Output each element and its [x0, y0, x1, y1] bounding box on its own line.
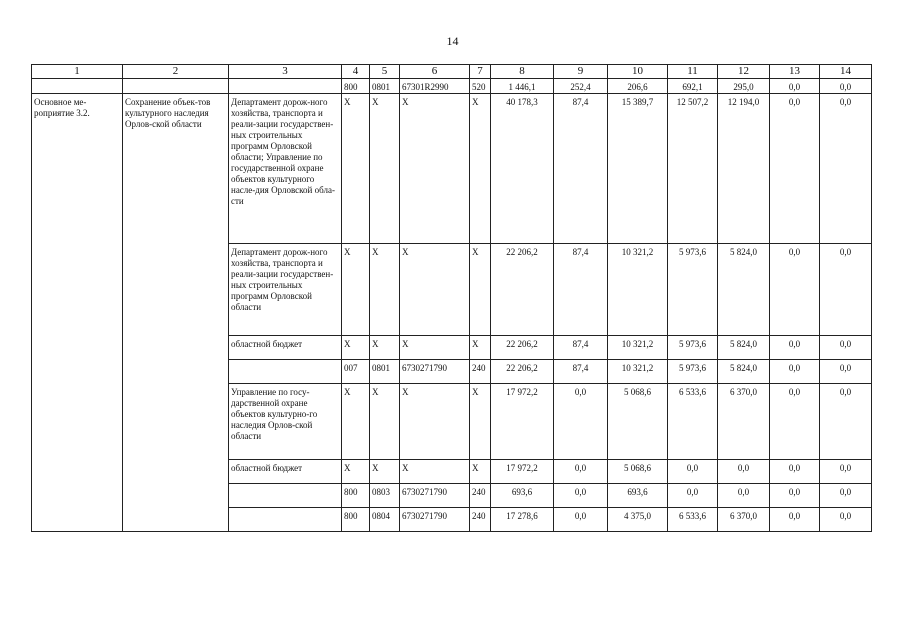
value-cell: 0,0	[820, 508, 872, 532]
value-cell: 5 824,0	[718, 360, 770, 384]
value-cell: 252,4	[554, 79, 608, 94]
code-cell: 800	[342, 79, 370, 94]
value-cell: 0,0	[820, 244, 872, 336]
value-cell: 22 206,2	[491, 244, 554, 336]
empty-cell	[32, 79, 123, 94]
value-cell: 0,0	[770, 79, 820, 94]
header-cell: 1	[32, 65, 123, 79]
value-cell: 6 533,6	[668, 508, 718, 532]
code-cell: 800	[342, 484, 370, 508]
code-cell: X	[342, 94, 370, 244]
value-cell: 10 321,2	[608, 360, 668, 384]
code-cell: X	[470, 244, 491, 336]
code-cell: X	[470, 336, 491, 360]
value-cell: 0,0	[554, 484, 608, 508]
code-cell: 240	[470, 484, 491, 508]
header-row	[32, 65, 872, 79]
value-cell: 87,4	[554, 94, 608, 244]
table-row	[32, 79, 872, 94]
header-cell: 13	[770, 65, 820, 79]
code-cell: 007	[342, 360, 370, 384]
code-cell: X	[342, 244, 370, 336]
code-cell: 6730271790	[400, 508, 470, 532]
value-cell: 0,0	[820, 460, 872, 484]
executor-cell	[229, 508, 342, 532]
header-cell: 12	[718, 65, 770, 79]
value-cell: 17 972,2	[491, 460, 554, 484]
code-cell: 0804	[370, 508, 400, 532]
value-cell: 5 973,6	[668, 244, 718, 336]
value-cell: 22 206,2	[491, 360, 554, 384]
value-cell: 10 321,2	[608, 336, 668, 360]
value-cell: 87,4	[554, 244, 608, 336]
empty-cell	[123, 79, 229, 94]
value-cell: 6 370,0	[718, 384, 770, 460]
code-cell: 240	[470, 508, 491, 532]
value-cell: 0,0	[554, 460, 608, 484]
code-cell: X	[370, 94, 400, 244]
value-cell: 693,6	[491, 484, 554, 508]
code-cell: 0803	[370, 484, 400, 508]
value-cell: 4 375,0	[608, 508, 668, 532]
executor-cell: Департамент дорож-ного хозяйства, транспорта и реали-зации государствен-ных строительных программ Орловской области; Управление по государственной охране объектов культурного насле-дия Орловской обла-сти	[229, 94, 342, 244]
executor-cell: областной бюджет	[229, 336, 342, 360]
value-cell: 0,0	[554, 384, 608, 460]
value-cell: 17 972,2	[491, 384, 554, 460]
value-cell: 22 206,2	[491, 336, 554, 360]
code-cell: X	[470, 460, 491, 484]
value-cell: 6 533,6	[668, 384, 718, 460]
code-cell: X	[400, 336, 470, 360]
activity-name: Сохранение объек-тов культурного наследия Орлов-ской области	[123, 94, 229, 532]
value-cell: 0,0	[718, 484, 770, 508]
activity-label: Основное ме-роприятие 3.2.	[32, 94, 123, 532]
header-cell: 11	[668, 65, 718, 79]
code-cell: X	[342, 460, 370, 484]
header-cell: 8	[491, 65, 554, 79]
code-cell: 520	[470, 79, 491, 94]
value-cell: 206,6	[608, 79, 668, 94]
executor-cell: Управление по госу-дарственной охране объектов культурно-го наследия Орлов-ской области	[229, 384, 342, 460]
executor-cell: Департамент дорож-ного хозяйства, транспорта и реали-зации государствен-ных строительных программ Орловской области	[229, 244, 342, 336]
code-cell: X	[470, 94, 491, 244]
value-cell: 5 068,6	[608, 460, 668, 484]
value-cell: 5 824,0	[718, 336, 770, 360]
value-cell: 0,0	[718, 460, 770, 484]
budget-table	[31, 64, 872, 532]
value-cell: 0,0	[770, 94, 820, 244]
value-cell: 40 178,3	[491, 94, 554, 244]
value-cell: 0,0	[770, 360, 820, 384]
value-cell: 0,0	[770, 384, 820, 460]
code-cell: X	[400, 244, 470, 336]
value-cell: 0,0	[820, 94, 872, 244]
header-cell: 3	[229, 65, 342, 79]
value-cell: 6 370,0	[718, 508, 770, 532]
value-cell: 12 194,0	[718, 94, 770, 244]
value-cell: 0,0	[820, 79, 872, 94]
value-cell: 693,6	[608, 484, 668, 508]
header-cell: 10	[608, 65, 668, 79]
header-cell: 9	[554, 65, 608, 79]
table-row	[32, 94, 872, 244]
code-cell: 67301R2990	[400, 79, 470, 94]
value-cell: 5 068,6	[608, 384, 668, 460]
value-cell: 295,0	[718, 79, 770, 94]
value-cell: 5 973,6	[668, 360, 718, 384]
value-cell: 12 507,2	[668, 94, 718, 244]
value-cell: 0,0	[770, 244, 820, 336]
code-cell: X	[370, 384, 400, 460]
executor-cell	[229, 360, 342, 384]
header-cell: 5	[370, 65, 400, 79]
value-cell: 0,0	[770, 508, 820, 532]
value-cell: 17 278,6	[491, 508, 554, 532]
value-cell: 0,0	[770, 460, 820, 484]
code-cell: X	[400, 94, 470, 244]
value-cell: 0,0	[668, 460, 718, 484]
code-cell: 800	[342, 508, 370, 532]
code-cell: X	[342, 336, 370, 360]
code-cell: 6730271790	[400, 484, 470, 508]
value-cell: 87,4	[554, 336, 608, 360]
code-cell: X	[370, 336, 400, 360]
executor-cell	[229, 484, 342, 508]
code-cell: X	[342, 384, 370, 460]
value-cell: 0,0	[770, 336, 820, 360]
header-cell: 14	[820, 65, 872, 79]
value-cell: 0,0	[820, 360, 872, 384]
value-cell: 1 446,1	[491, 79, 554, 94]
value-cell: 15 389,7	[608, 94, 668, 244]
value-cell: 0,0	[820, 384, 872, 460]
value-cell: 0,0	[770, 484, 820, 508]
value-cell: 0,0	[554, 508, 608, 532]
value-cell: 0,0	[820, 484, 872, 508]
code-cell: 0801	[370, 360, 400, 384]
code-cell: 240	[470, 360, 491, 384]
value-cell: 692,1	[668, 79, 718, 94]
header-cell: 4	[342, 65, 370, 79]
code-cell: 6730271790	[400, 360, 470, 384]
code-cell: X	[370, 244, 400, 336]
code-cell: X	[400, 384, 470, 460]
executor-cell: областной бюджет	[229, 460, 342, 484]
value-cell: 87,4	[554, 360, 608, 384]
header-cell: 7	[470, 65, 491, 79]
value-cell: 5 973,6	[668, 336, 718, 360]
value-cell: 0,0	[668, 484, 718, 508]
code-cell: 0801	[370, 79, 400, 94]
header-cell: 6	[400, 65, 470, 79]
value-cell: 0,0	[820, 336, 872, 360]
value-cell: 10 321,2	[608, 244, 668, 336]
code-cell: X	[370, 460, 400, 484]
code-cell: X	[470, 384, 491, 460]
header-cell: 2	[123, 65, 229, 79]
executor-cell	[229, 79, 342, 94]
page-number: 14	[446, 34, 459, 48]
code-cell: X	[400, 460, 470, 484]
value-cell: 5 824,0	[718, 244, 770, 336]
